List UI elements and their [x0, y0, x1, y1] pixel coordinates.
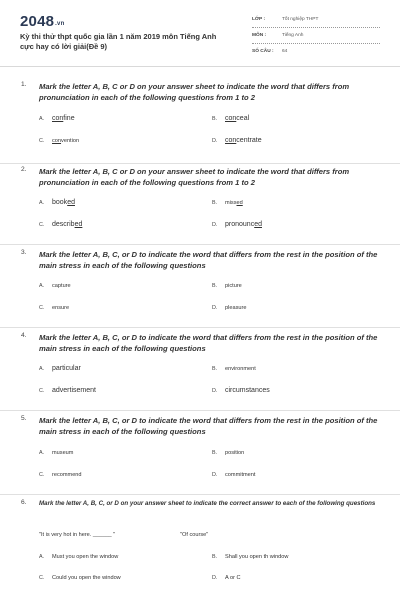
option-rest: centrate — [236, 137, 262, 144]
question-text: Mark the letter A, B, C, or D to indicate the word that differs from the rest in the position of the main stress in each of the following questions — [39, 333, 378, 353]
question-6 — [0, 499, 400, 600]
option-b[interactable] — [212, 366, 256, 372]
option-letter: A. — [39, 200, 45, 206]
question-text: Mark the letter A, B, C or D on your answer sheet to indicate the word that differs from pronunciation in each of the following questions from 1 to 2 — [39, 167, 350, 187]
option-c[interactable] — [39, 138, 79, 144]
question-5 — [0, 415, 400, 495]
option-label: capture — [52, 283, 71, 289]
question-text: Mark the letter A, B, C or D on your answer sheet to indicate the word that differs from pronunciation in each of the following questions from 1 to 2 — [39, 82, 350, 102]
option-label: Could you open the window — [52, 575, 121, 581]
option-letter: B. — [212, 366, 218, 372]
dialog-prompt: "It is very hot in here. ______ " — [39, 532, 116, 538]
option-c[interactable] — [39, 575, 121, 581]
underlined-part: ed — [67, 199, 75, 206]
option-label: ensure — [52, 305, 70, 311]
option-c[interactable] — [39, 221, 82, 228]
site-logo[interactable] — [20, 13, 64, 30]
option-label: Must you open the window — [52, 554, 119, 560]
meta-value: 64 — [282, 49, 288, 54]
option-letter: C. — [39, 388, 45, 394]
option-rest: describ — [52, 221, 75, 228]
question-number: 5. — [21, 415, 27, 422]
option-a[interactable] — [39, 365, 81, 372]
underlined-part: ed — [254, 221, 262, 228]
option-label: pleasure — [225, 305, 247, 311]
option-letter: D. — [212, 305, 218, 311]
question-4 — [0, 332, 400, 411]
option-c[interactable] — [39, 472, 82, 478]
option-letter: C. — [39, 138, 45, 144]
option-a[interactable] — [39, 283, 71, 289]
option-letter: C. — [39, 575, 45, 581]
option-letter: A. — [39, 283, 45, 289]
option-label: Shall you open th window — [225, 554, 289, 560]
underlined-part: con — [52, 138, 62, 144]
option-label: environment — [225, 366, 256, 372]
meta-value: Tốt nghiệp THPT — [282, 17, 319, 22]
option-letter: C. — [39, 305, 45, 311]
option-a[interactable] — [39, 115, 75, 122]
meta-value: Tiếng Anh — [282, 33, 304, 38]
option-label: commitment — [225, 472, 256, 478]
underlined-part: ed — [74, 221, 83, 228]
option-b[interactable] — [212, 115, 249, 122]
option-rest: pronounc — [225, 221, 255, 228]
option-d[interactable] — [212, 305, 246, 311]
option-rest: fine — [63, 115, 75, 122]
option-letter: D. — [212, 222, 218, 228]
option-rest: vention — [61, 138, 80, 144]
option-letter: A. — [39, 116, 45, 122]
meta-row-subject — [252, 32, 380, 44]
question-text: Mark the letter A, B, C, or D to indicate the word that differs from the rest in the position of the main stress in each of the following questions — [39, 416, 378, 436]
option-b[interactable] — [212, 554, 288, 560]
option-letter: A. — [39, 450, 45, 456]
option-label: particular — [52, 365, 81, 372]
option-letter: C. — [39, 472, 45, 478]
meta-label: SỐ CÂU : — [252, 49, 274, 54]
option-rest: miss — [225, 200, 237, 206]
option-b[interactable] — [212, 283, 242, 289]
option-letter: B. — [212, 200, 218, 206]
option-rest: book — [52, 199, 68, 206]
option-letter: B. — [212, 116, 218, 122]
underlined-part: ed — [236, 200, 243, 206]
question-2 — [0, 166, 400, 245]
option-c[interactable] — [39, 387, 96, 394]
meta-row-count — [252, 48, 380, 59]
question-1 — [0, 81, 400, 164]
option-b[interactable] — [212, 200, 243, 206]
option-letter: A. — [39, 366, 45, 372]
option-letter: B. — [212, 554, 218, 560]
underlined-part: con — [52, 115, 64, 122]
meta-row-class — [252, 16, 380, 28]
question-number: 2. — [21, 166, 27, 173]
option-d[interactable] — [212, 387, 270, 394]
option-label: A or C — [225, 575, 241, 581]
question-text: Mark the letter A, B, C, or D to indicate the word that differs from the rest in the position of the main stress in each of the following questions — [39, 250, 378, 270]
option-d[interactable] — [212, 137, 262, 144]
question-number: 1. — [21, 81, 27, 88]
option-label: recommend — [52, 472, 82, 478]
option-b[interactable] — [212, 450, 244, 456]
exam-header — [0, 0, 400, 67]
question-number: 3. — [21, 249, 27, 256]
underlined-part: con — [225, 115, 237, 122]
question-number: 4. — [21, 332, 27, 339]
question-3 — [0, 249, 400, 328]
logo-tld: .vn — [55, 21, 65, 27]
question-number: 6. — [21, 499, 27, 506]
option-letter: C. — [39, 222, 45, 228]
option-label: museum — [52, 450, 74, 456]
option-label: position — [225, 450, 245, 456]
question-text: Mark the letter A, B, C, or D on your answer sheet to indicate the correct answer to each of the following questions — [39, 500, 376, 507]
option-letter: D. — [212, 138, 218, 144]
option-d[interactable] — [212, 575, 241, 581]
underlined-part: con — [225, 137, 237, 144]
option-rest: ceal — [236, 115, 250, 122]
option-a[interactable] — [39, 450, 73, 456]
option-c[interactable] — [39, 305, 69, 311]
option-letter: D. — [212, 388, 218, 394]
meta-label: LỚP : — [252, 17, 266, 22]
option-a[interactable] — [39, 199, 75, 206]
option-d[interactable] — [212, 221, 262, 228]
option-letter: B. — [212, 450, 218, 456]
option-label: circumstances — [225, 387, 270, 394]
option-d[interactable] — [212, 472, 255, 478]
logo-text: 2048 — [20, 13, 55, 30]
option-label: advertisement — [52, 387, 96, 394]
option-label: picture — [225, 283, 242, 289]
exam-meta — [252, 16, 380, 63]
option-letter: A. — [39, 554, 45, 560]
option-letter: D. — [212, 472, 218, 478]
option-letter: D. — [212, 575, 218, 581]
dialog-response: "Of course" — [180, 532, 209, 538]
exam-title: Kỳ thi thử thpt quốc gia lần 1 năm 2019 môn Tiếng Anh cực hay có lời giải(Đề 9) — [20, 32, 217, 51]
meta-label: MÔN : — [252, 33, 267, 38]
option-a[interactable] — [39, 554, 118, 560]
option-letter: B. — [212, 283, 218, 289]
